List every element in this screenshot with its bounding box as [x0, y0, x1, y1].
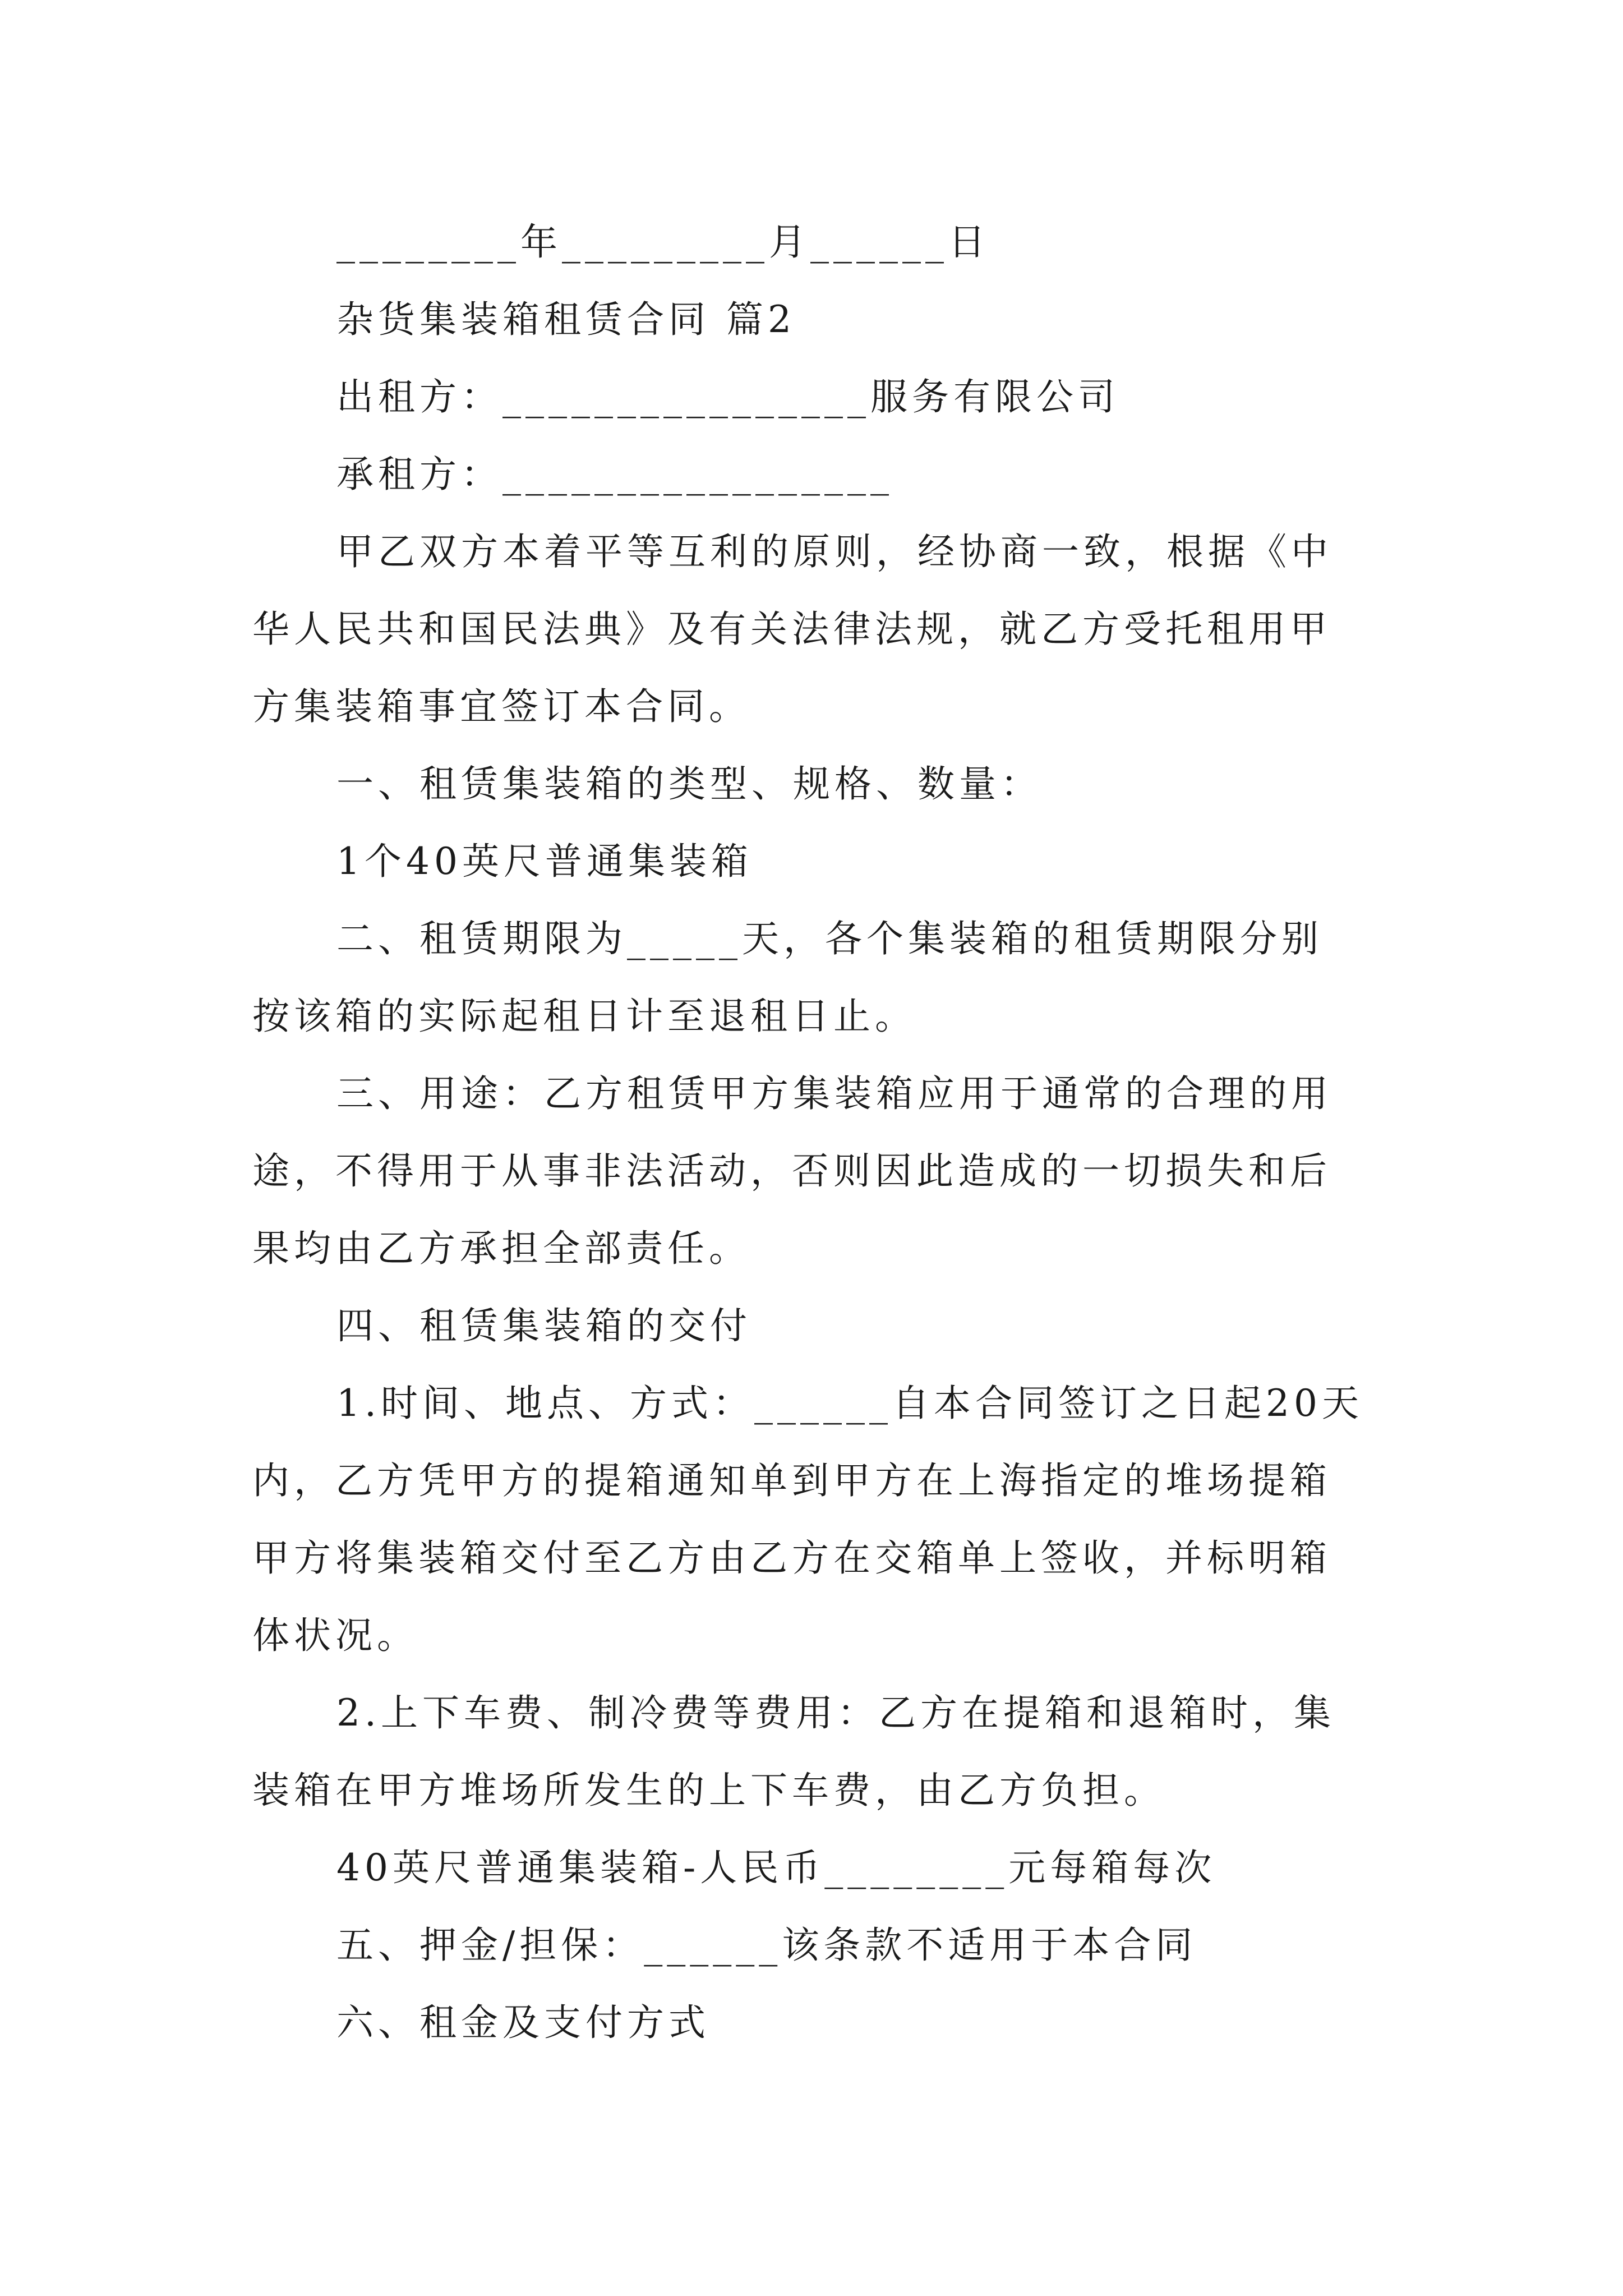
section-1-item: 1个40英尺普通集装箱 — [336, 840, 753, 883]
section-3-line-1: 三、用途：乙方租赁甲方集装箱应用于通常的合理的用 — [336, 1072, 1332, 1115]
section-1-heading: 一、租赁集装箱的类型、规格、数量： — [336, 762, 1042, 806]
section-3-line-2: 途，不得用于从事非法活动，否则因此造成的一切损失和后 — [252, 1149, 1331, 1193]
section-4-item-1-line-3: 甲方将集装箱交付至乙方由乙方在交箱单上签收，并标明箱 — [252, 1536, 1331, 1580]
section-4-item-2-line-2: 装箱在甲方堆场所发生的上下车费，由乙方负担。 — [252, 1769, 1165, 1812]
preamble-line-2: 华人民共和国民法典》及有关法律法规，就乙方受托租用甲 — [252, 608, 1331, 651]
section-6-heading: 六、租金及支付方式 — [336, 2001, 710, 2044]
preamble-line-3: 方集装箱事宜签订本合同。 — [252, 685, 750, 728]
section-4-fee-line: 40英尺普通集装箱-人民币________元每箱每次 — [336, 1846, 1216, 1889]
section-4-item-2-line-1: 2.上下车费、制冷费等费用：乙方在提箱和退箱时，集 — [336, 1691, 1335, 1734]
section-2-line-2: 按该箱的实际起租日计至退租日止。 — [252, 995, 916, 1038]
section-4-item-1-line-1: 1.时间、地点、方式：______自本合同签订之日起20天 — [336, 1382, 1363, 1425]
section-4-item-1-line-4: 体状况。 — [252, 1614, 418, 1657]
section-3-line-3: 果均由乙方承担全部责任。 — [252, 1227, 750, 1270]
section-5-line: 五、押金/担保：______该条款不适用于本合同 — [336, 1924, 1197, 1967]
preamble-line-1: 甲乙双方本着平等互利的原则，经协商一致，根据《中 — [336, 530, 1332, 573]
lessor-line: 出租方：________________服务有限公司 — [336, 375, 1119, 418]
section-2-line-1: 二、租赁期限为_____天，各个集装箱的租赁期限分别 — [336, 917, 1323, 960]
date-line: ________年_________月______日 — [336, 220, 990, 264]
lessee-line: 承租方：_________________ — [336, 453, 893, 496]
section-4-heading: 四、租赁集装箱的交付 — [336, 1304, 751, 1347]
section-4-item-1-line-2: 内，乙方凭甲方的提箱通知单到甲方在上海指定的堆场提箱 — [252, 1459, 1331, 1502]
contract-title: 杂货集装箱租赁合同 篇2 — [336, 298, 796, 341]
